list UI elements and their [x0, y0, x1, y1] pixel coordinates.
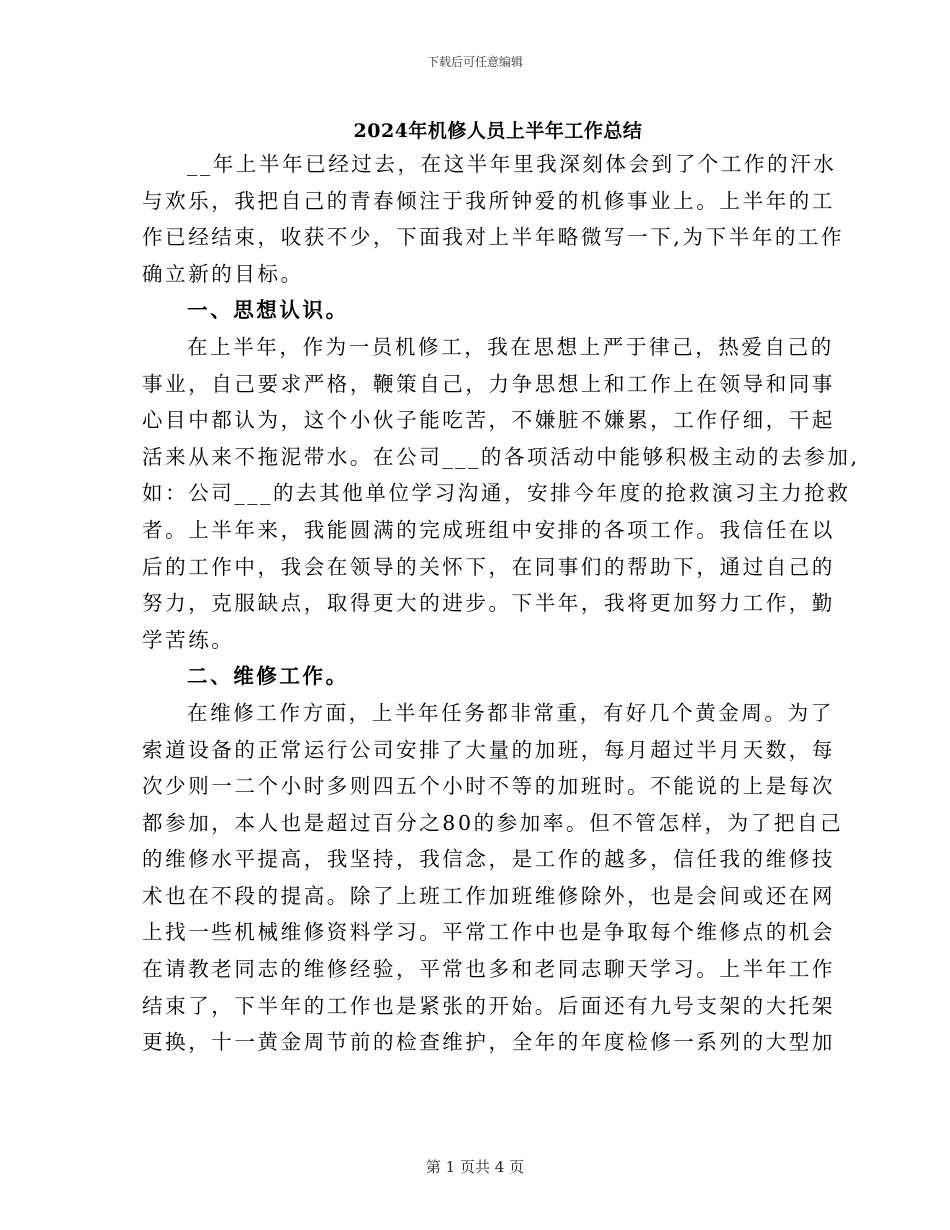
body-line: 次少则一二个小时多则四五个小时不等的加班时。不能说的上是每次 [142, 774, 835, 799]
body-line: 上找一些机械维修资料学习。平常工作中也是争取每个维修点的机会 [142, 920, 835, 945]
body-line: 索道设备的正常运行公司安排了大量的加班，每月超过半月天数，每 [142, 737, 835, 762]
body-line: 术也在不段的提高。除了上班工作加班维修除外，也是会间或还在网 [142, 883, 835, 908]
section-heading-ideology: 一、思想认识。 [187, 298, 349, 323]
body-line: 在请教老同志的维修经验，平常也多和老同志聊天学习。上半年工作 [142, 957, 835, 982]
document-title: 2024年机修人员上半年工作总结 [353, 120, 643, 142]
body-line: 在维修工作方面，上半年任务都非常重，有好几个黄金周。为了 [187, 700, 834, 725]
body-line: 更换，十一黄金周节前的检查维护，全年的年度检修一系列的大型加 [142, 1030, 835, 1055]
body-line: 努力，克服缺点，取得更大的进步。下半年，我将更加努力工作，勤 [142, 591, 835, 616]
body-line: 事业，自己要求严格，鞭策自己，力争思想上和工作上在领导和同事 [142, 371, 835, 396]
body-line: 与欢乐，我把自己的青春倾注于我所钟爱的机修事业上。上半年的工 [142, 188, 835, 213]
body-line: 后的工作中，我会在领导的关怀下，在同事们的帮助下，通过自己的 [142, 554, 835, 579]
section-heading-maintenance: 二、维修工作。 [187, 664, 349, 689]
body-line: 心目中都认为，这个小伙子能吃苦，不嫌脏不嫌累，工作仔细，干起 [142, 408, 835, 433]
body-line: 活来从来不拖泥带水。在公司___的各项活动中能够积极主动的去参加, [142, 444, 860, 469]
body-line: 者。上半年来，我能圆满的完成班组中安排的各项工作。我信任在以 [142, 517, 835, 542]
body-line: 作已经结束，收获不少，下面我对上半年略微写一下,为下半年的工作 [142, 225, 845, 250]
body-line: 在上半年，作为一员机修工，我在思想上严于律己，热爱自己的 [187, 334, 834, 359]
body-line: 确立新的目标。 [142, 261, 304, 286]
body-line: 的维修水平提高，我坚持，我信念，是工作的越多，信任我的维修技 [142, 847, 835, 872]
page-header: 下载后可任意编辑 [426, 55, 523, 69]
document-body [142, 146, 860, 1061]
body-line: 都参加，本人也是超过百分之80的参加率。但不管怎样，为了把自己 [142, 810, 844, 835]
body-line: 结束了，下半年的工作也是紧张的开始。后面还有九号支架的大托架 [142, 993, 835, 1018]
body-line: 如：公司___的去其他单位学习沟通，安排今年度的抢救演习主力抢救 [142, 481, 851, 506]
body-line: 学苦练。 [142, 627, 235, 652]
body-line: __年上半年已经过去，在这半年里我深刻体会到了个工作的汗水 [187, 152, 837, 176]
page-number: 第 1 页共 4 页 [425, 1158, 525, 1176]
